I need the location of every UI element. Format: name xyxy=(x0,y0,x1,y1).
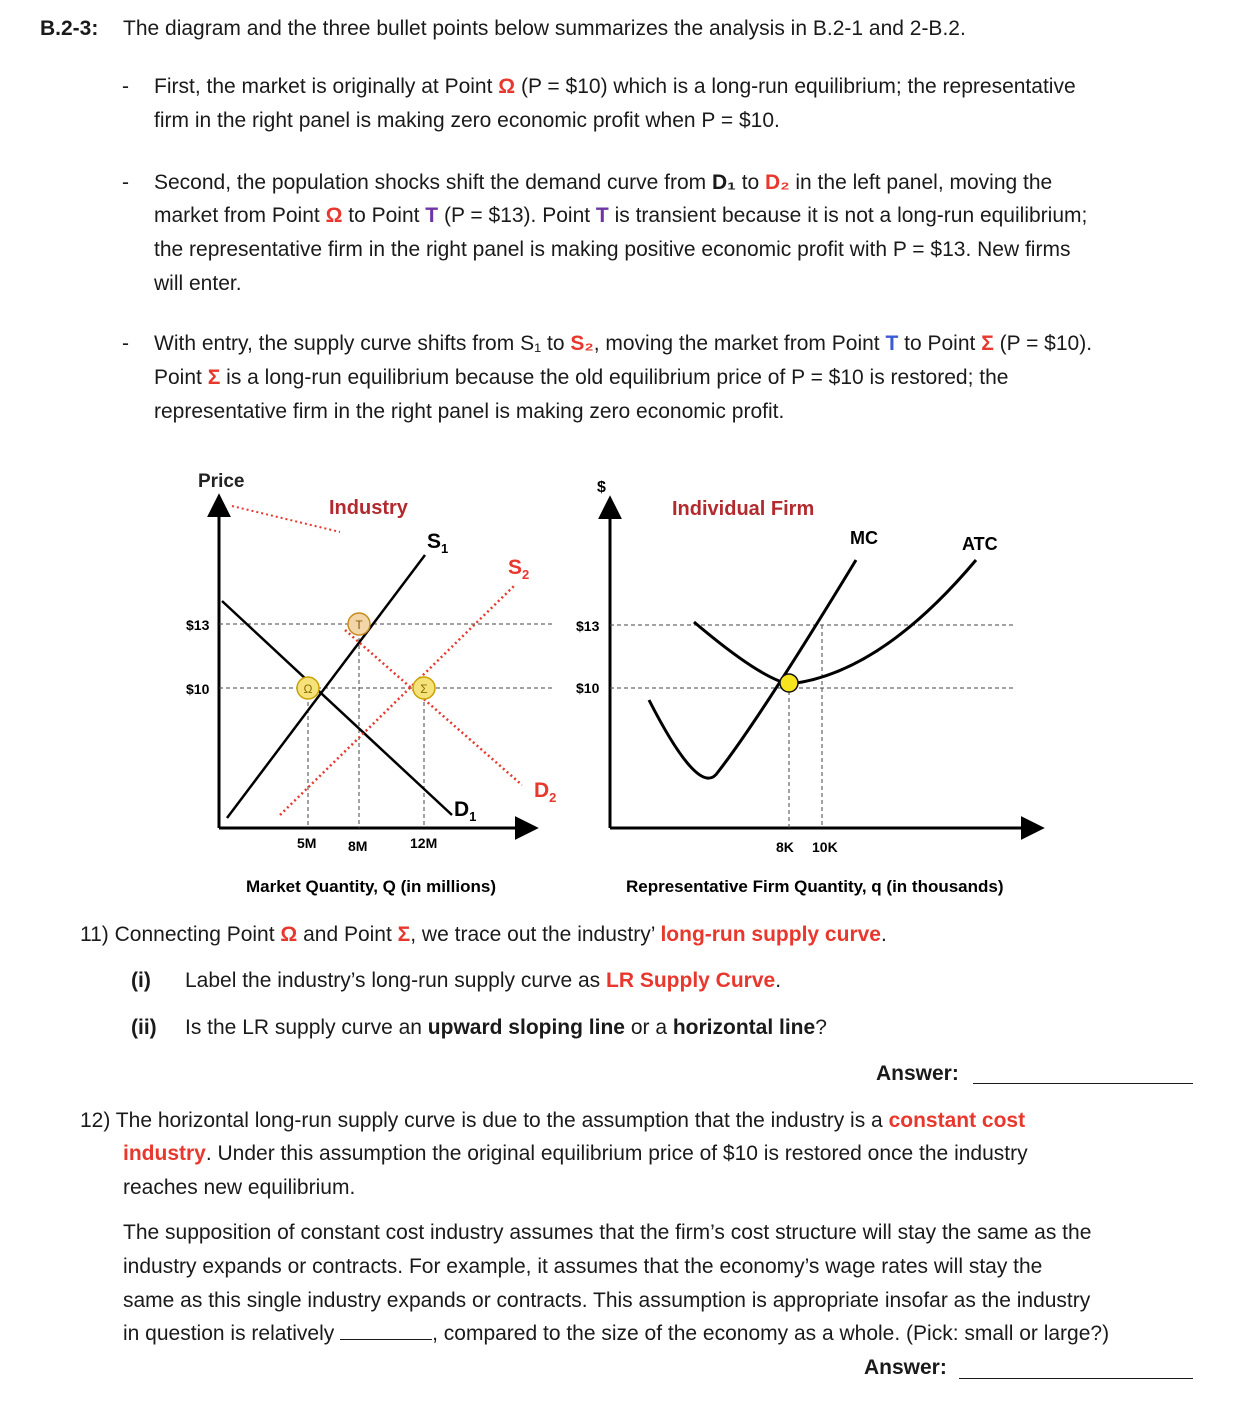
q12-line-2: industry. Under this assumption the original equilibrium price of $10 is restored once the industry xyxy=(123,1142,1028,1165)
omega-symbol: Ω xyxy=(280,923,298,946)
demand-curve-d1 xyxy=(222,601,452,815)
t-symbol: T xyxy=(885,332,899,355)
q12-line-3: reaches new equilibrium. xyxy=(123,1176,356,1199)
q11-ii-text: Is the LR supply curve an upward sloping line or a horizontal line? xyxy=(185,1016,827,1039)
point-omega xyxy=(297,677,319,699)
q11-i-text: Label the industry’s long-run supply curve as LR Supply Curve. xyxy=(185,969,782,992)
t-symbol: T xyxy=(425,204,439,227)
long-run-supply-term: long-run supply curve xyxy=(660,923,881,946)
q11-line: 11) Connecting Point Ω and Point Σ, we trace out the industry’ long-run supply curve. xyxy=(80,923,887,946)
demand-curve-d2 xyxy=(345,630,522,785)
industry-qty-tick-12m: 12M xyxy=(410,835,438,851)
d1-label: $D_1$ xyxy=(454,798,477,824)
industry-price-tick-10: $10 xyxy=(186,681,210,697)
firm-qty-tick-10k: 10K xyxy=(812,839,838,855)
firm-equilibrium-point xyxy=(780,674,798,692)
bullet-3-line-2: Point Σ is a long-run equilibrium because the old equilibrium price of P = $10 is restored; the xyxy=(154,366,1009,389)
firm-price-tick-10: $10 xyxy=(576,680,600,696)
d1-symbol: D₁ xyxy=(712,171,736,194)
t-symbol: T xyxy=(595,204,609,227)
bullet-3-line-3: representative firm in the right panel is making zero economic profit. xyxy=(154,400,785,423)
q11-answer-label: Answer: xyxy=(876,1062,959,1085)
supply-curve-s1 xyxy=(227,555,428,818)
d2-symbol: D₂ xyxy=(765,171,790,194)
industry-x-axis-label: Market Quantity, Q (in millions) xyxy=(246,877,496,896)
svg-text:Σ: Σ xyxy=(420,682,428,696)
intro-text: The diagram and the three bullet points below summarizes the analysis in B.2-1 and 2-B.2. xyxy=(123,17,966,40)
industry-top-dotted-line xyxy=(232,506,340,532)
lr-supply-curve-term: LR Supply Curve xyxy=(606,969,776,992)
industry-y-axis-label: Price xyxy=(198,471,245,492)
atc-label: ATC xyxy=(962,534,998,554)
point-t xyxy=(348,613,370,635)
firm-x-axis-label: Representative Firm Quantity, q (in thousands) xyxy=(626,877,1004,896)
sigma-symbol: Σ xyxy=(397,923,411,946)
q12-answer-label: Answer: xyxy=(864,1356,947,1379)
bullet-2-line-2: market from Point Ω to Point T (P = $13). Point T is transient because it is not a long-run equilibrium; xyxy=(154,204,1088,227)
s2-symbol: S₂ xyxy=(570,332,594,355)
sigma-symbol: Σ xyxy=(207,366,221,389)
industry-price-tick-13: $13 xyxy=(186,617,210,633)
firm-price-tick-13: $13 xyxy=(576,618,600,634)
atc-curve xyxy=(694,560,976,684)
bullet-2-line-3: the representative firm in the right panel is making positive economic profit with P = $13. New firms xyxy=(154,238,1071,261)
bullet-dash: - xyxy=(122,171,129,194)
industry-qty-tick-8m: 8M xyxy=(348,838,368,854)
firm-y-axis-label: $ xyxy=(597,479,606,496)
q12-para2-line-3: same as this single industry expands or contracts. This assumption is appropriate insofar as the industry xyxy=(123,1289,1091,1312)
industry-qty-tick-5m: 5M xyxy=(297,835,317,851)
bullet-2-line-4: will enter. xyxy=(154,272,242,295)
industry-term: industry xyxy=(123,1142,206,1165)
section-label xyxy=(40,12,98,46)
fill-in-blank[interactable] xyxy=(340,1317,432,1340)
bullet-2-line-1: Second, the population shocks shift the demand curve from D₁ to D₂ in the left panel, moving the xyxy=(154,171,1053,194)
industry-title: Industry xyxy=(329,497,408,519)
q11-ii-label: (ii) xyxy=(131,1016,157,1039)
svg-text:Ω: Ω xyxy=(303,682,313,696)
q11-answer-blank[interactable] xyxy=(973,1083,1193,1084)
section-number: B.2-3: xyxy=(40,17,99,40)
mc-curve xyxy=(649,560,856,778)
firm-title: Individual Firm xyxy=(672,498,815,520)
sigma-symbol: Σ xyxy=(981,332,994,355)
q12-para2-line-1: The supposition of constant cost industry assumes that the firm’s cost structure will stay the same as the xyxy=(123,1221,1092,1244)
q12-para2-line-4: in question is relatively , compared to the size of the economy as a whole. (Pick: small or large?) xyxy=(123,1317,1109,1351)
constant-cost-term: constant cost xyxy=(888,1109,1026,1132)
bullet-dash: - xyxy=(122,75,129,98)
d2-label: $D_2$ xyxy=(534,779,557,805)
point-sigma xyxy=(413,677,435,699)
svg-text:T: T xyxy=(355,618,363,632)
q12-line-1: 12) The horizontal long-run supply curve is due to the assumption that the industry is a constant cost xyxy=(80,1109,1026,1132)
q12-answer-blank[interactable] xyxy=(959,1378,1193,1379)
s2-label: $S_2$ xyxy=(508,556,530,582)
firm-qty-tick-8k: 8K xyxy=(776,839,794,855)
s1-label: $S_1$ xyxy=(427,530,449,556)
omega-symbol: Ω xyxy=(498,75,516,98)
bullet-dash: - xyxy=(122,332,129,355)
supply-demand-diagram xyxy=(0,460,1238,930)
bullet-1-line-2: firm in the right panel is making zero economic profit when P = $10. xyxy=(154,109,780,132)
q11-i-label: (i) xyxy=(131,969,151,992)
q12-para2-line-2: industry expands or contracts. For example, it assumes that the economy’s wage rates will stay the xyxy=(123,1255,1043,1278)
bullet-1-line-1: First, the market is originally at Point Ω (P = $10) which is a long-run equilibrium; the representative xyxy=(154,75,1076,98)
omega-symbol: Ω xyxy=(325,204,343,227)
mc-label: MC xyxy=(850,528,878,548)
bullet-3-line-1: With entry, the supply curve shifts from S₁ to S₂, moving the market from Point T to Point Σ (P = $10). xyxy=(154,332,1093,355)
